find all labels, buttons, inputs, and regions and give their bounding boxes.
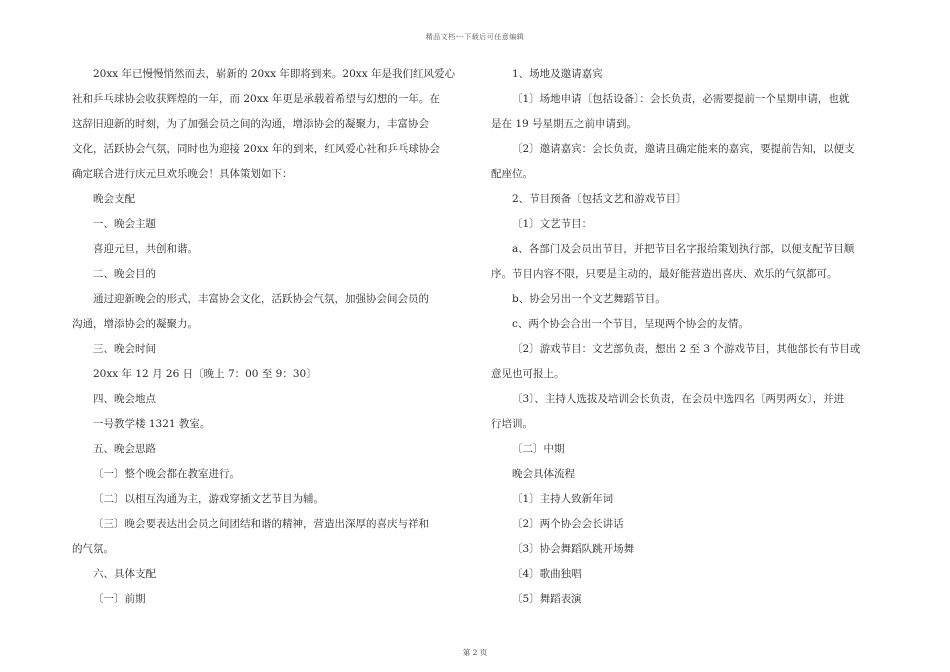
text-line: 序。节目内容不限，只要是主动的，最好能营造出喜庆、欢乐的气氛都可。 [491, 268, 838, 280]
text-line: 〔2〕游戏节目：文艺部负责，想出 2 至 3 个游戏节目，其他部长有节目或 [512, 343, 861, 355]
text-line: 〔二〕以相互沟通为主，游戏穿插文艺节目为辅。 [93, 493, 324, 505]
text-line: 文化，活跃协会气氛，同时也为迎接 20xx 年的到来，红风爱心社和乒乓球协会 [72, 143, 440, 155]
text-line: 六、具体支配 [93, 568, 156, 580]
text-line: 1、场地及邀请嘉宾 [512, 68, 603, 80]
text-line: 晚会支配 [93, 193, 135, 205]
right-column [491, 62, 883, 612]
text-line: 〔1〕场地申请〔包括设备〕：会长负责，必需要提前一个星期申请，也就 [512, 93, 850, 105]
text-line: 意见也可报上。 [491, 368, 565, 380]
text-line: 〔4〕歌曲独唱 [512, 568, 582, 580]
text-line: 行培训。 [491, 418, 533, 430]
text-line: 〔2〕两个协会会长讲话 [512, 518, 624, 530]
text-line: 二、晚会目的 [93, 268, 156, 280]
text-line: 〔三〕晚会要表达出会员之间团结和谐的精神，营造出深厚的喜庆与祥和 [93, 518, 429, 530]
text-line: 20xx 年 12 月 26 日〔晚上 7：00 至 9：30〕 [93, 368, 317, 380]
left-column [72, 62, 464, 612]
text-line: 沟通，增添协会的凝聚力。 [72, 318, 198, 330]
text-line: 〔1〕文艺节目： [512, 218, 593, 230]
text-line: 五、晚会思路 [93, 443, 156, 455]
page-header: 精品文档---下载后可任意编辑 [425, 33, 525, 41]
page-number: 第 2 页 [462, 648, 488, 657]
text-line: 〔5〕舞蹈表演 [512, 593, 582, 605]
text-line: 喜迎元旦，共创和谐。 [93, 243, 198, 255]
text-line: 〔2〕邀请嘉宾：会长负责，邀请且确定能来的嘉宾，要提前告知，以便支 [512, 143, 855, 155]
text-line: 〔1〕主持人致新年词 [512, 493, 614, 505]
text-line: 20xx 年已慢慢悄然而去，崭新的 20xx 年即将到来。20xx 年是我们红风爱心 [93, 68, 455, 80]
text-line: 配座位。 [491, 168, 533, 180]
text-line: 三、晚会时间 [93, 343, 156, 355]
text-line: 是在 19 号星期五之前申请到。 [491, 118, 638, 130]
text-line: 一、晚会主题 [93, 218, 156, 230]
text-line: 晚会具体流程 [512, 468, 575, 480]
text-line: 〔二〕中期 [512, 443, 565, 455]
text-line: 这辞旧迎新的时刻，为了加强会员之间的沟通，增添协会的凝聚力，丰富协会 [72, 118, 429, 130]
text-line: b、协会另出一个文艺舞蹈节目。 [512, 293, 666, 305]
text-line: 社和乒乓球协会收获辉煌的一年，而 20xx 年更是承载着希望与幻想的一年。在 [72, 93, 440, 105]
text-line: 确定联合进行庆元旦欢乐晚会！具体策划如下： [72, 168, 293, 180]
text-line: 〔一〕前期 [93, 593, 146, 605]
text-line: a、各部门及会员出节目，并把节目名字报给策划执行部，以便支配节目顺 [512, 243, 855, 255]
text-line: 〔3〕协会舞蹈队跳开场舞 [512, 543, 635, 555]
text-line: c、两个协会合出一个节目，呈现两个协会的友情。 [512, 318, 749, 330]
text-line: 2、节目预备〔包括文艺和游戏节目〕 [512, 193, 687, 205]
text-line: 的气氛。 [72, 543, 114, 555]
text-line: 一号教学楼 1321 教室。 [93, 418, 211, 430]
text-line: 〔一〕整个晚会都在教室进行。 [93, 468, 240, 480]
text-line: 通过迎新晚会的形式，丰富协会文化，活跃协会气氛，加强协会间会员的 [93, 293, 429, 305]
text-line: 〔3〕、主持人选拔及培训会长负责，在会员中选四名〔两男两女〕，并进 [512, 393, 845, 405]
text-line: 四、晚会地点 [93, 393, 156, 405]
